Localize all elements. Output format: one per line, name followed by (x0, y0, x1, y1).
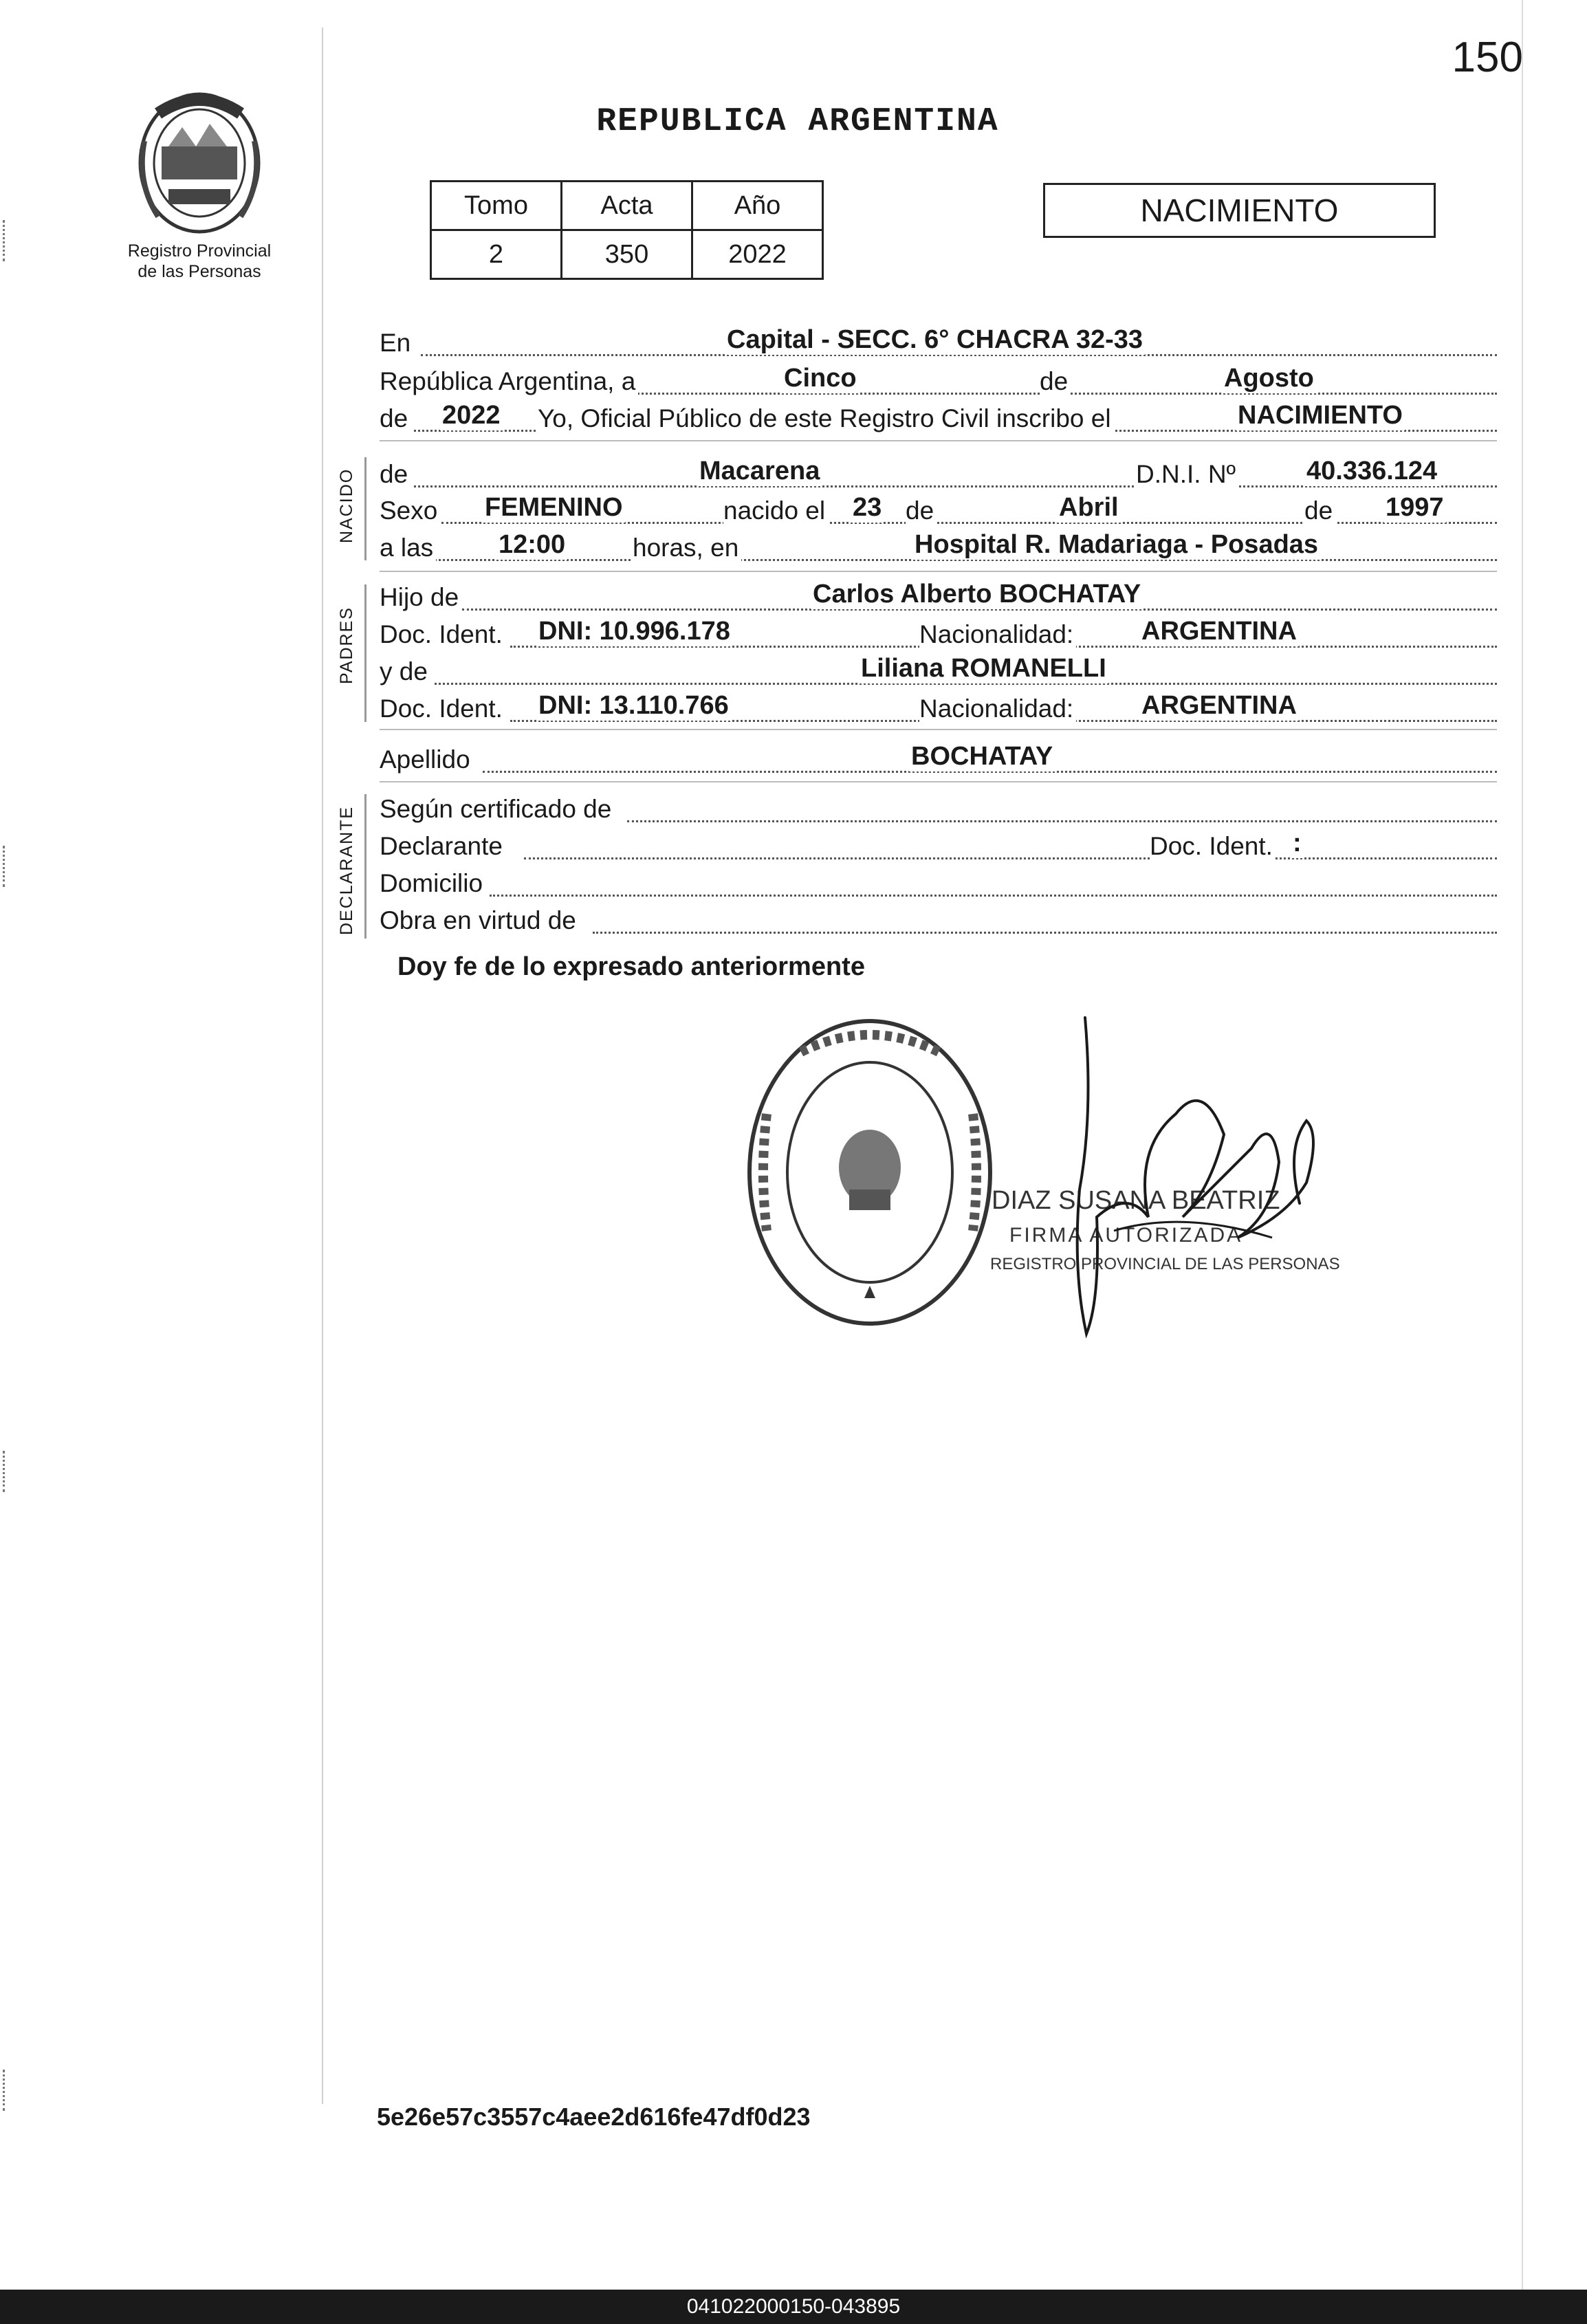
value-nombre: Macarena (697, 457, 822, 486)
label-de: de (1040, 367, 1071, 396)
logo-caption (89, 241, 309, 282)
side-label-padres: PADRES (337, 606, 356, 684)
value-nac-anio: 1997 (1383, 493, 1446, 523)
value-madre: Liliana ROMANELLI (859, 654, 1108, 683)
side-label-nacido: NACIDO (337, 468, 356, 543)
label-hijo-de: Hijo de (380, 583, 461, 612)
label-de: de (380, 404, 411, 433)
label-segun-certificado: Según certificado de (380, 795, 614, 824)
value-padre-nac: ARGENTINA (1139, 617, 1299, 646)
value-declarante-doc: : (1291, 829, 1304, 858)
row-obra-en-virtud (380, 903, 1497, 936)
footer-id-bar: 041022000150-043895 (0, 2290, 1587, 2324)
page-number: 150 (1452, 34, 1523, 81)
document-title: REPUBLICA ARGENTINA (596, 103, 999, 140)
label-nacido-el: nacido el (723, 496, 828, 525)
section-divider (380, 729, 1497, 730)
side-label-declarante: DECLARANTE (337, 805, 356, 935)
table-cell: 2 (431, 230, 562, 279)
label-apellido: Apellido (380, 745, 473, 774)
label-declarante: Declarante (380, 832, 505, 861)
right-margin-rule (1522, 0, 1523, 2290)
row-en (380, 326, 1497, 359)
section-divider (380, 571, 1497, 572)
table-cell: 350 (562, 230, 692, 279)
label-yo-oficial: Yo, Oficial Público de este Registro Civil inscribo el (538, 404, 1114, 433)
row-apellido (380, 743, 1497, 776)
label-doc-ident: Doc. Ident. (1150, 832, 1276, 861)
value-hora: 12:00 (496, 530, 567, 560)
value-madre-doc: DNI: 13.110.766 (536, 691, 731, 721)
label-doc-ident: Doc. Ident. (380, 620, 505, 649)
label-en: En (380, 329, 413, 358)
logo-caption-line1: Registro Provincial (127, 241, 272, 261)
punch-mark (3, 1451, 13, 1492)
padres-bracket (364, 584, 366, 722)
label-horas-en: horas, en (633, 534, 741, 562)
label-y-de: y de (380, 657, 430, 686)
nacido-bracket (364, 457, 366, 560)
punch-mark (3, 2070, 13, 2111)
signatory-office: REGISTRO PROVINCIAL DE LAS PERSONAS (990, 1255, 1340, 1273)
label-dni: D.N.I. Nº (1136, 460, 1238, 489)
value-anio: 2022 (440, 401, 503, 430)
table-header-row (431, 182, 823, 230)
row-padre (380, 580, 1497, 613)
row-domicilio (380, 866, 1497, 899)
closing-statement: Doy fe de lo expresado anteriormente (397, 952, 865, 981)
record-type-box: NACIMIENTO (1043, 183, 1436, 238)
label-sexo: Sexo (380, 496, 440, 525)
table-cell: 2022 (692, 230, 823, 279)
row-madre-doc (380, 692, 1497, 725)
value-apellido: BOCHATAY (909, 742, 1055, 771)
official-stamp-icon (739, 1011, 1000, 1334)
declarante-bracket (364, 794, 366, 939)
value-dia: Cinco (782, 364, 859, 393)
table-header-cell: Año (692, 182, 823, 230)
label-nacionalidad: Nacionalidad: (919, 620, 1076, 649)
punch-mark (3, 220, 13, 261)
label-republica-a: República Argentina, a (380, 367, 638, 396)
row-inscripcion (380, 402, 1497, 435)
table-header-cell: Acta (562, 182, 692, 230)
value-padre-doc: DNI: 10.996.178 (536, 617, 732, 646)
label-nacionalidad: Nacionalidad: (919, 694, 1076, 723)
row-padre-doc (380, 617, 1497, 650)
logo-caption-line2: de las Personas (138, 262, 261, 281)
value-lugar: Capital - SECC. 6° CHACRA 32-33 (725, 325, 1145, 355)
value-sexo: FEMENINO (483, 493, 625, 523)
value-padre: Carlos Alberto BOCHATAY (811, 580, 1143, 609)
label-de: de (906, 496, 937, 525)
section-divider (380, 781, 1497, 782)
value-dni: 40.336.124 (1304, 457, 1439, 486)
row-declarante (380, 829, 1497, 862)
section-divider (380, 440, 1497, 441)
handwritten-signature-icon (1045, 1011, 1348, 1355)
signatory-name: DIAZ SUSANA BEATRIZ (992, 1186, 1280, 1215)
row-certificado (380, 792, 1497, 825)
signatory-role: FIRMA AUTORIZADA (1009, 1224, 1243, 1247)
value-madre-nac: ARGENTINA (1139, 691, 1299, 721)
row-nombre (380, 457, 1497, 490)
label-doc-ident: Doc. Ident. (380, 694, 505, 723)
label-a-las: a las (380, 534, 436, 562)
row-fecha (380, 364, 1497, 397)
province-seal-icon (131, 86, 268, 237)
table-row (431, 230, 823, 279)
value-lugar-nacimiento: Hospital R. Madariaga - Posadas (912, 530, 1320, 560)
label-obra-en-virtud: Obra en virtud de (380, 906, 579, 935)
row-madre (380, 655, 1497, 688)
table-header-cell: Tomo (431, 182, 562, 230)
value-mes: Agosto (1222, 364, 1316, 393)
tomo-acta-anio-table (430, 180, 824, 280)
value-nac-mes: Abril (1057, 493, 1121, 523)
label-de: de (1304, 496, 1335, 525)
value-nac-dia: 23 (851, 493, 884, 523)
row-sexo (380, 494, 1497, 527)
value-acto: NACIMIENTO (1236, 401, 1405, 430)
left-margin-rule (322, 28, 323, 2104)
row-hora-lugar (380, 531, 1497, 564)
label-domicilio: Domicilio (380, 869, 485, 898)
punch-mark (3, 846, 13, 887)
document-hash: 5e26e57c3557c4aee2d616fe47df0d23 (377, 2103, 811, 2131)
label-de: de (380, 460, 411, 489)
